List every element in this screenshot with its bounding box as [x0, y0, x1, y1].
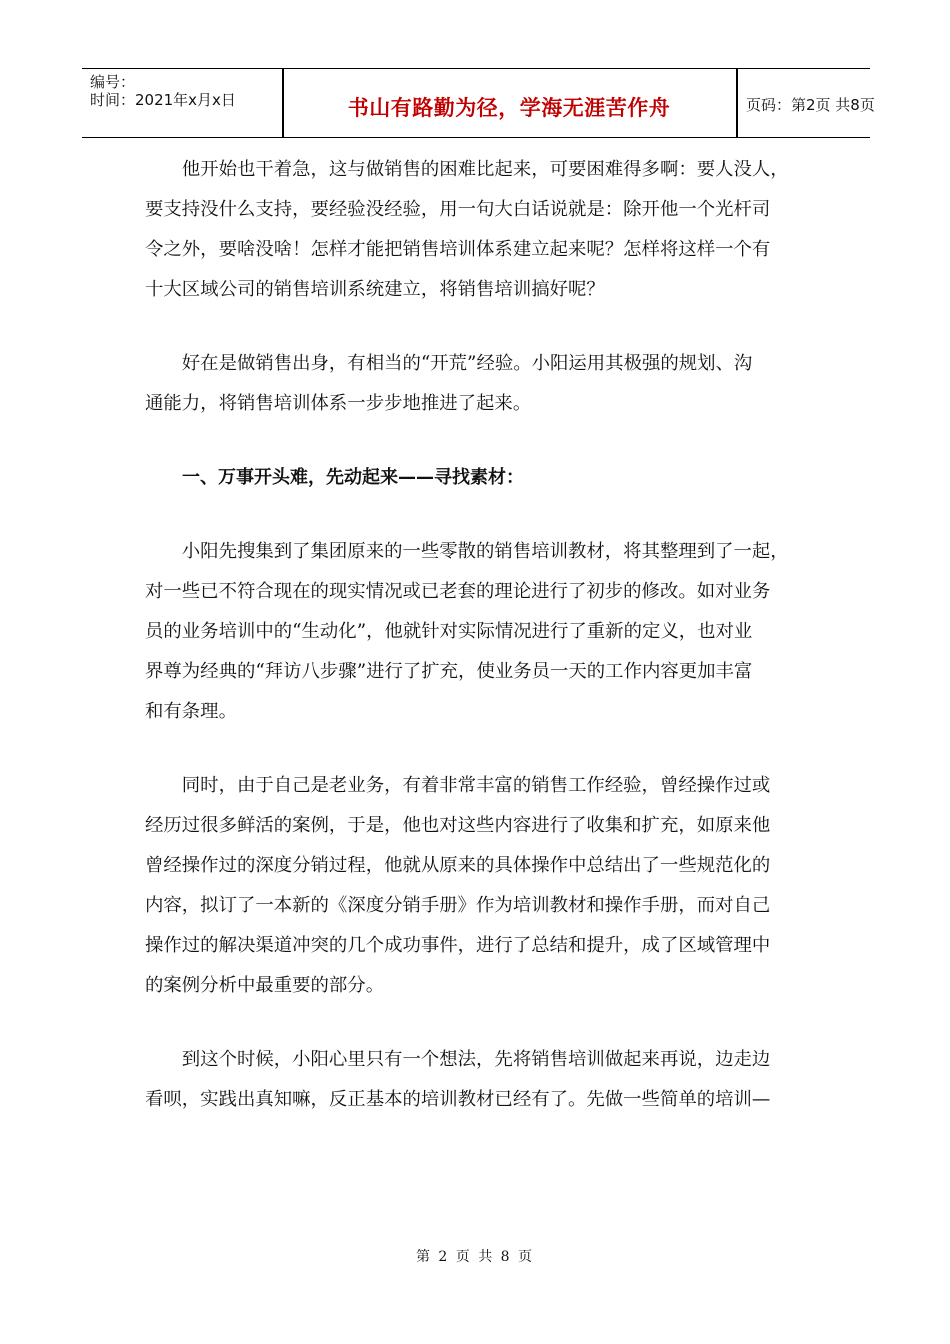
- text-line: 十大区域公司的销售培训系统建立，将销售培训搞好呢？: [145, 279, 605, 300]
- text-line: 同时，由于自己是老业务，有着非常丰富的销售工作经验，曾经操作过或: [145, 775, 771, 796]
- header-motto-cell: [282, 69, 736, 137]
- text-line: 对一些已不符合现在的现实情况或已老套的理论进行了初步的修改。如对业务: [145, 581, 771, 602]
- paragraph-2: [145, 344, 815, 424]
- header-meta: [82, 69, 282, 137]
- text-line: 界尊为经典的“拜访八步骤”进行了扩充，使业务员一天的工作内容更加丰富: [145, 661, 753, 682]
- document-number-label: 编号：: [90, 73, 136, 91]
- text-line: 经历过很多鲜活的案例，于是，他也对这些内容进行了收集和扩充，如原来他: [145, 815, 771, 836]
- paragraph-1: [145, 150, 815, 310]
- text-line: 通能力，将销售培训体系一步步地推进了起来。: [145, 393, 532, 414]
- text-line: 看呗，实践出真知嘛，反正基本的培训教材已经有了。先做一些简单的培训—: [145, 1089, 771, 1110]
- header-page-number: 页码：第2页 共8页: [746, 96, 875, 114]
- text-line: 员的业务培训中的“生动化”，他就针对实际情况进行了重新的定义，也对业: [145, 621, 753, 642]
- page-header: [82, 68, 875, 138]
- text-line: 小阳先搜集到了集团原来的一些零散的销售培训教材，将其整理到了一起，: [145, 541, 789, 562]
- section-heading: 一、万事开头难，先动起来——寻找素材：: [182, 467, 524, 488]
- paragraph-5: [145, 1040, 815, 1120]
- text-line: 的案例分析中最重要的部分。: [145, 975, 385, 996]
- text-line: 好在是做销售出身，有相当的“开荒”经验。小阳运用其极强的规划、沟: [145, 353, 753, 374]
- text-line: 他开始也干着急，这与做销售的困难比起来，可要困难得多啊：要人没人，: [145, 159, 789, 180]
- paragraph-3: [145, 532, 815, 732]
- header-page-cell: [738, 69, 875, 137]
- text-line: 操作过的解决渠道冲突的几个成功事件，进行了总结和提升，成了区域管理中: [145, 935, 771, 956]
- document-date: 时间：2021年x月x日: [90, 91, 236, 109]
- text-line: 到这个时候，小阳心里只有一个想法，先将销售培训做起来再说，边走边: [145, 1049, 771, 1070]
- header-motto: 书山有路勤为径，学海无涯苦作舟: [347, 96, 671, 120]
- text-line: 曾经操作过的深度分销过程，他就从原来的具体操作中总结出了一些规范化的: [145, 855, 771, 876]
- page-footer: 第 2 页 共 8 页: [415, 1249, 535, 1265]
- text-line: 和有条理。: [145, 701, 237, 722]
- paragraph-4: [145, 766, 815, 1006]
- document-body: [145, 150, 815, 1120]
- text-line: 令之外，要啥没啥！怎样才能把销售培训体系建立起来呢？怎样将这样一个有: [145, 239, 771, 260]
- text-line: 要支持没什么支持，要经验没经验，用一句大白话说就是：除开他一个光杆司: [145, 199, 771, 220]
- text-line: 内容，拟订了一本新的《深度分销手册》作为培训教材和操作手册，而对自己: [145, 895, 771, 916]
